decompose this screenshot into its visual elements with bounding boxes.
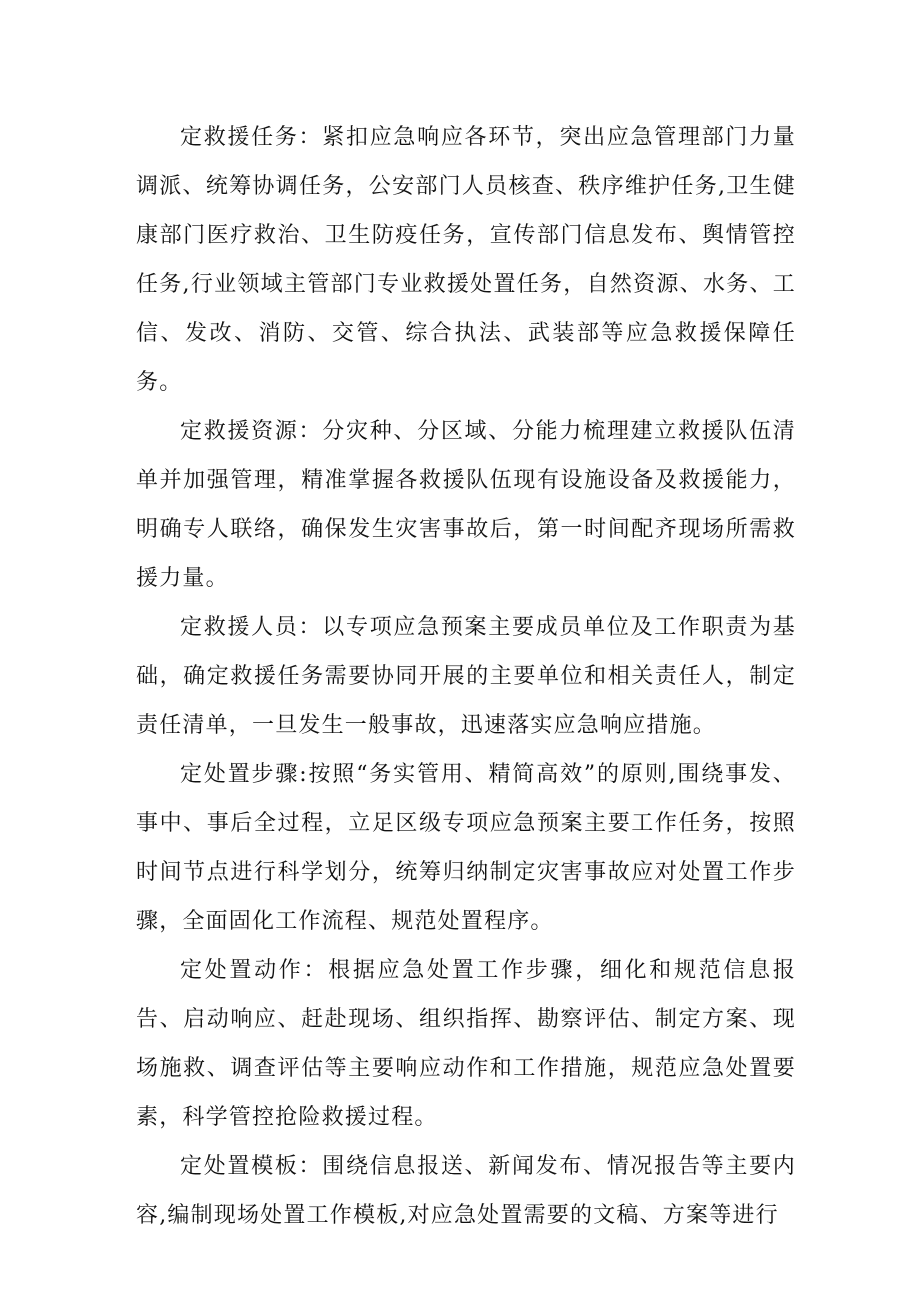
- document-body: [136, 113, 796, 1240]
- paragraph-rescue-resources: 定救援资源：分灾种、分区域、分能力梳理建立救援队伍清单并加强管理，精准掌握各救援队伍现有设施设备及救援能力，明确专人联络，确保发生灾害事故后，第一时间配齐现场所需救援力量。: [136, 419, 796, 591]
- paragraph-disposal-steps: 定处置步骤:按照“务实管用、精简高效”的原则,围绕事发、事中、事后全过程，立足区级专项应急预案主要工作任务，按照时间节点进行科学划分，统筹归纳制定灾害事故应对处置工作步骤，全面固化工作流程、规范处置程序。: [136, 762, 796, 934]
- paragraph-rescue-personnel: 定救援人员：以专项应急预案主要成员单位及工作职责为基础，确定救援任务需要协同开展的主要单位和相关责任人，制定责任清单，一旦发生一般事故，迅速落实应急响应措施。: [136, 615, 796, 738]
- paragraph-disposal-actions: 定处置动作：根据应急处置工作步骤，细化和规范信息报告、启动响应、赶赴现场、组织指挥、勘察评估、制定方案、现场施救、调查评估等主要响应动作和工作措施，规范应急处置要素，科学管控抢险救援过程。: [136, 958, 796, 1130]
- paragraph-disposal-templates: 定处置模板：围绕信息报送、新闻发布、情况报告等主要内容,编制现场处置工作模板,对应急处置需要的文稿、方案等进行: [136, 1154, 796, 1228]
- paragraph-rescue-tasks: 定救援任务：紧扣应急响应各环节，突出应急管理部门力量调派、统筹协调任务，公安部门人员核查、秩序维护任务,卫生健康部门医疗救治、卫生防疫任务，宣传部门信息发布、舆情管控任务,行业领域主管部门专业救援处置任务，自然资源、水务、工信、发改、消防、交管、综合执法、武装部等应急救援保障任务。: [136, 125, 796, 395]
